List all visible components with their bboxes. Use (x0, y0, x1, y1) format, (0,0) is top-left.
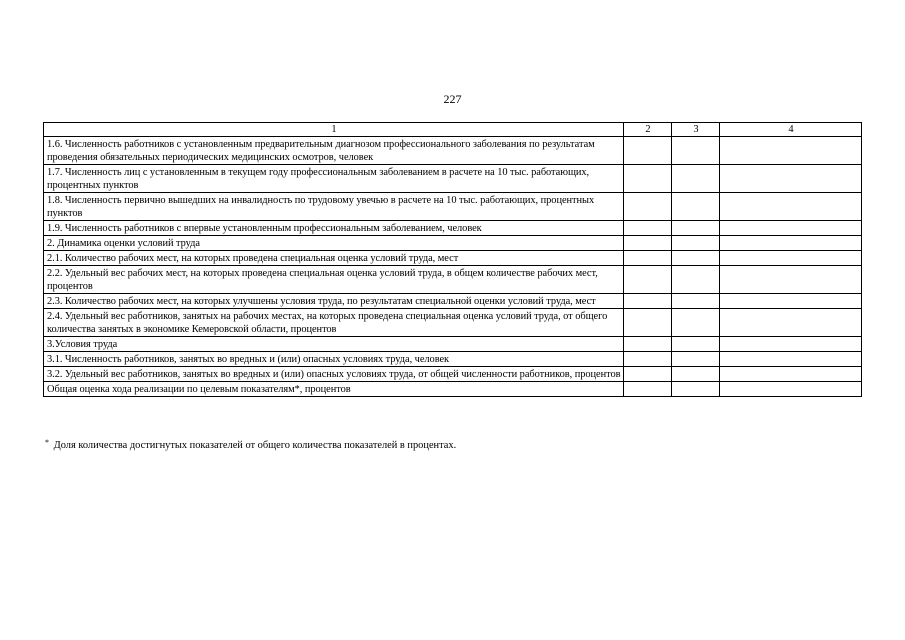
cell-col-2 (624, 193, 672, 221)
table-header-row (44, 123, 862, 137)
cell-col-3 (672, 367, 720, 382)
cell-col-3 (672, 251, 720, 266)
cell-col-4 (720, 337, 862, 352)
cell-col-4 (720, 193, 862, 221)
cell-col-4 (720, 294, 862, 309)
cell-col-2 (624, 221, 672, 236)
cell-col-3 (672, 382, 720, 397)
table-row (44, 382, 862, 397)
cell-col-2 (624, 294, 672, 309)
row-label: 1.8. Численность первично вышедших на инвалидность по трудовому увечью в расчете на 10 тыс. работающих, процентных пунктов (44, 193, 624, 221)
row-label: 1.9. Численность работников с впервые установленным профессиональным заболеванием, человек (44, 221, 624, 236)
cell-col-3 (672, 352, 720, 367)
cell-col-3 (672, 137, 720, 165)
footnote-mark: * (45, 438, 49, 447)
row-label: 3.Условия труда (44, 337, 624, 352)
row-label: Общая оценка хода реализации по целевым показателям*, процентов (44, 382, 624, 397)
table-row (44, 294, 862, 309)
cell-col-3 (672, 337, 720, 352)
cell-col-2 (624, 251, 672, 266)
cell-col-4 (720, 236, 862, 251)
column-header-1: 1 (44, 123, 624, 137)
row-label: 2.2. Удельный вес рабочих мест, на которых проведена специальная оценка условий труда, в общем количестве рабочих мест, процентов (44, 266, 624, 294)
table-row (44, 251, 862, 266)
cell-col-4 (720, 266, 862, 294)
cell-col-3 (672, 221, 720, 236)
cell-col-2 (624, 165, 672, 193)
cell-col-3 (672, 236, 720, 251)
row-label: 1.7. Численность лиц с установленным в текущем году профессиональным заболеванием в расчете на 10 тыс. работающих, процентных пунктов (44, 165, 624, 193)
table-row (44, 137, 862, 165)
row-label: 3.1. Численность работников, занятых во вредных и (или) опасных условиях труда, человек (44, 352, 624, 367)
cell-col-2 (624, 367, 672, 382)
cell-col-4 (720, 382, 862, 397)
footnote (45, 440, 745, 452)
cell-col-3 (672, 309, 720, 337)
footnote-text: Доля количества достигнутых показателей от общего количества показателей в процентах. (53, 440, 457, 451)
cell-col-4 (720, 251, 862, 266)
row-label: 3.2. Удельный вес работников, занятых во вредных и (или) опасных условиях труда, от общей численности работников, процентов (44, 367, 624, 382)
table-row (44, 337, 862, 352)
cell-col-4 (720, 367, 862, 382)
row-label: 2.3. Количество рабочих мест, на которых улучшены условия труда, по результатам специальной оценки условий труда, мест (44, 294, 624, 309)
cell-col-4 (720, 137, 862, 165)
table-row (44, 193, 862, 221)
cell-col-4 (720, 221, 862, 236)
row-label: 2.4. Удельный вес работников, занятых на рабочих местах, на которых проведена специальная оценка условий труда, от общего количества занятых в экономике Кемеровской области, процентов (44, 309, 624, 337)
column-header-2: 2 (624, 123, 672, 137)
page-number: 227 (443, 92, 462, 106)
cell-col-4 (720, 165, 862, 193)
table-row (44, 352, 862, 367)
row-label: 1.6. Численность работников с установленным предварительным диагнозом профессионального заболевания по результатам проведения обязательных периодических медицинских осмотров, человек (44, 137, 624, 165)
cell-col-2 (624, 382, 672, 397)
cell-col-4 (720, 352, 862, 367)
table-row (44, 236, 862, 251)
cell-col-2 (624, 352, 672, 367)
table-row (44, 309, 862, 337)
row-label: 2.1. Количество рабочих мест, на которых проведена специальная оценка условий труда, мест (44, 251, 624, 266)
column-header-3: 3 (672, 123, 720, 137)
cell-col-3 (672, 193, 720, 221)
row-label: 2. Динамика оценки условий труда (44, 236, 624, 251)
column-header-4: 4 (720, 123, 862, 137)
table-row (44, 165, 862, 193)
cell-col-2 (624, 137, 672, 165)
cell-col-2 (624, 337, 672, 352)
cell-col-3 (672, 294, 720, 309)
cell-col-3 (672, 266, 720, 294)
cell-col-3 (672, 165, 720, 193)
cell-col-4 (720, 309, 862, 337)
cell-col-2 (624, 236, 672, 251)
indicators-table (43, 122, 862, 397)
cell-col-2 (624, 309, 672, 337)
table-row (44, 367, 862, 382)
table-row (44, 221, 862, 236)
cell-col-2 (624, 266, 672, 294)
table-row (44, 266, 862, 294)
